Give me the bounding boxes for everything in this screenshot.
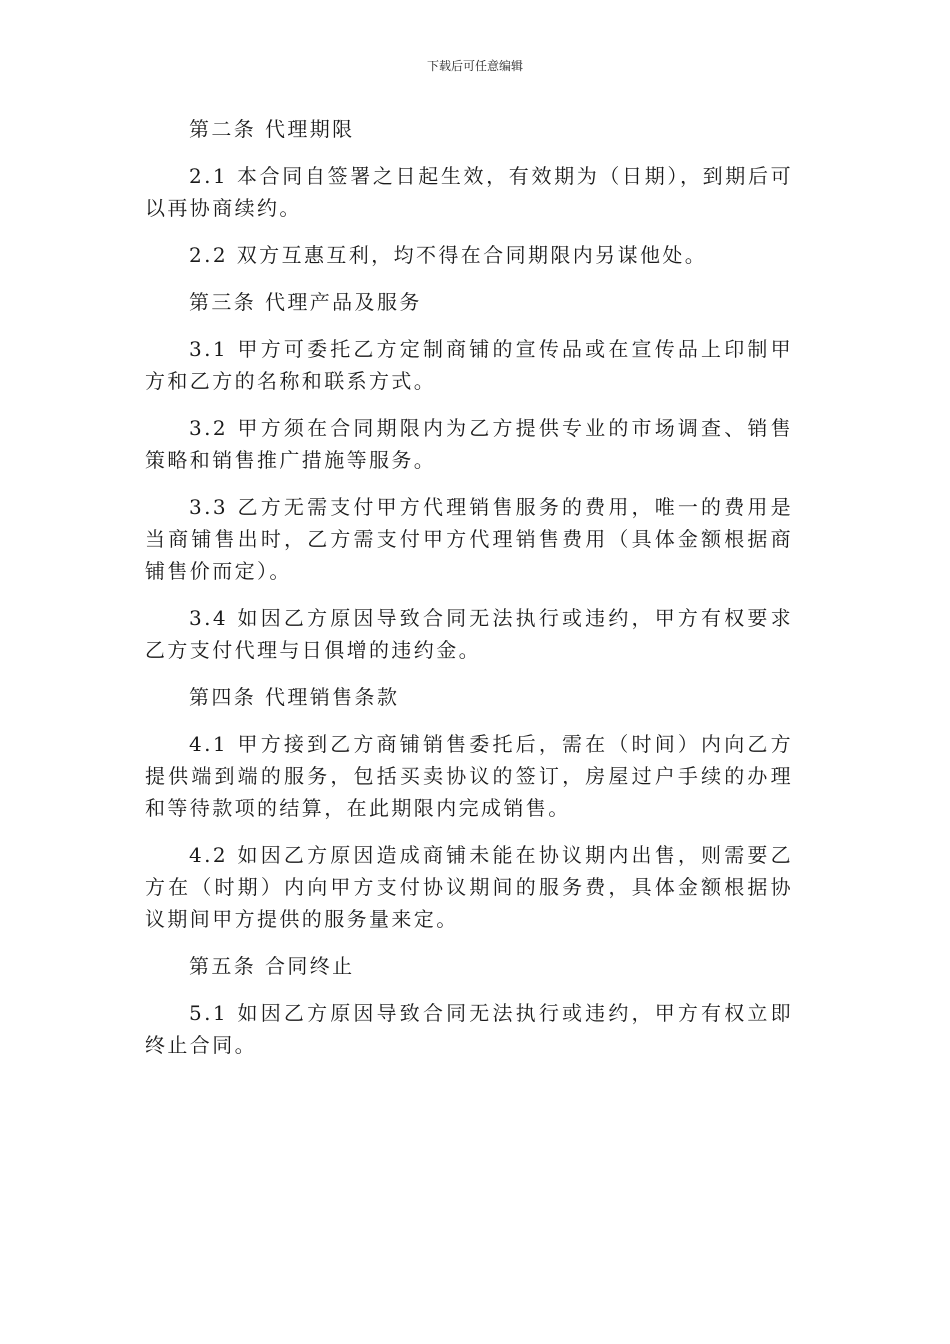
clause-3-4: 3.4 如因乙方原因导致合同无法执行或违约，甲方有权要求乙方支付代理与日俱增的违约金。 xyxy=(145,606,793,662)
clause-3-2: 3.2 甲方须在合同期限内为乙方提供专业的市场调查、销售策略和销售推广措施等服务。 xyxy=(145,416,793,472)
clause-5-1: 5.1 如因乙方原因导致合同无法执行或违约，甲方有权立即终止合同。 xyxy=(145,1001,793,1057)
clause-2-2: 2.2 双方互惠互利，均不得在合同期限内另谋他处。 xyxy=(189,243,708,267)
document-body xyxy=(145,113,793,1076)
clause-4-1: 4.1 甲方接到乙方商铺销售委托后，需在（时间）内向乙方提供端到端的服务，包括买卖协议的签订，房屋过户手续的办理和等待款项的结算，在此期限内完成销售。 xyxy=(145,732,793,820)
section-heading-2: 第二条 代理期限 xyxy=(189,117,355,141)
clause-3-3: 3.3 乙方无需支付甲方代理销售服务的费用，唯一的费用是当商铺售出时，乙方需支付甲方代理销售费用（具体金额根据商铺售价而定）。 xyxy=(145,495,793,583)
section-heading-3: 第三条 代理产品及服务 xyxy=(189,290,422,314)
clause-2-1: 2.1 本合同自签署之日起生效，有效期为（日期），到期后可以再协商续约。 xyxy=(145,164,793,220)
section-heading-4: 第四条 代理销售条款 xyxy=(189,685,400,709)
clause-3-1: 3.1 甲方可委托乙方定制商铺的宣传品或在宣传品上印制甲方和乙方的名称和联系方式。 xyxy=(145,337,793,393)
clause-4-2: 4.2 如因乙方原因造成商铺未能在协议期内出售，则需要乙方在（时期）内向甲方支付协议期间的服务费，具体金额根据协议期间甲方提供的服务量来定。 xyxy=(145,843,793,931)
section-heading-5: 第五条 合同终止 xyxy=(189,954,355,978)
page-header: 下载后可任意编辑 xyxy=(426,59,523,73)
